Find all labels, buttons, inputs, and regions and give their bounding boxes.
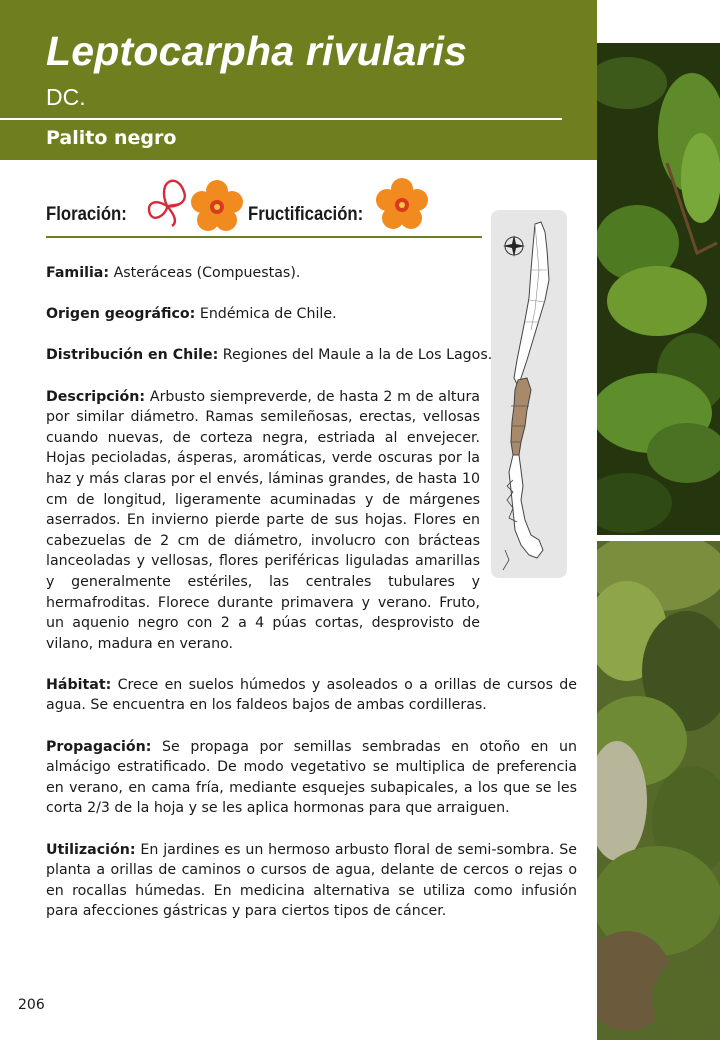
author-abbreviation: DC. bbox=[46, 84, 86, 110]
distribucion-label: Distribución en Chile: bbox=[46, 347, 219, 364]
compass-icon bbox=[503, 235, 525, 257]
common-name: Palito negro bbox=[46, 127, 177, 149]
propagacion-paragraph bbox=[46, 737, 577, 819]
origen-label: Origen geográfico: bbox=[46, 306, 196, 323]
species-header bbox=[0, 0, 597, 160]
habitat-label: Hábitat: bbox=[46, 676, 112, 693]
phenology-legend bbox=[46, 198, 486, 238]
habitat-text: Crece en suelos húmedos y asoleados o a orillas de cursos de agua. Se encuentra en los faldeos bajos de ambas cordilleras. bbox=[46, 676, 577, 714]
utilizacion-paragraph bbox=[46, 840, 577, 922]
utilizacion-label: Utilización: bbox=[46, 841, 136, 858]
origen-text: Endémica de Chile. bbox=[195, 306, 337, 323]
descripcion-label: Descripción: bbox=[46, 388, 146, 405]
distribucion-text: Regiones del Maule a la de Los Lagos. bbox=[218, 347, 493, 364]
butterfly-icon bbox=[144, 174, 190, 238]
descripcion-text: Arbusto siempreverde, de hasta 2 m de altura por similar diámetro. Ramas semileñosas, erectas, vellosas cuando nuevas, de corteza negra, estriada al envejecer. Hojas pecioladas, ásperas, aromáticas, verde oscuras por la haz y más claras por el envés, láminas grandes, de hasta 10 cm de longitud, ligeramente acuminadas y de márgenes aserrados. En invierno pierde parte de sus hojas. Flores en cabezuelas de 2 cm de diámetro, involucro con brácteas lanceoladas y vellosas, flores periféricas liguladas amarillas y generalmente estériles, las centrales tubulares y hermafroditas. Florece durante primavera y verano. Fruto, un aquenio negro con 2 a 4 púas cortas, desprovisto de vilano, madura en verano. bbox=[46, 388, 480, 652]
familia-text: Asteráceas (Compuestas). bbox=[109, 265, 301, 281]
familia-label: Familia: bbox=[46, 265, 110, 281]
fruiting-label: Fructificación: bbox=[248, 204, 364, 225]
flowering-label: Floración: bbox=[46, 204, 127, 225]
propagacion-text: Se propaga por semillas sembradas en otoño en un almácigo estratificado. De modo vegetativo se multiplica de preferencia en verano, en cama fría, mediante esquejes subapicales, a los que se les corta 2/3 de la hoja y se les aplica hormonas para que arraiguen. bbox=[46, 738, 577, 817]
habitat-paragraph bbox=[46, 675, 577, 716]
propagacion-label: Propagación: bbox=[46, 738, 152, 755]
legend-divider bbox=[46, 236, 482, 238]
orange-flower-icon bbox=[376, 178, 428, 234]
descripcion-paragraph bbox=[46, 387, 480, 655]
header-divider bbox=[0, 118, 562, 120]
utilizacion-text: En jardines es un hermoso arbusto floral de semi-sombra. Se planta a orillas de caminos o cursos de agua, delante de cercos o rejas o en rocallas húmedas. En medicina alternativa se utiliza como infusión para afecciones gástricas y para ciertos tipos de cáncer. bbox=[46, 841, 577, 920]
plant-photo-habitat bbox=[597, 541, 720, 1040]
familia-paragraph bbox=[46, 263, 577, 284]
plant-photo-leaves bbox=[597, 43, 720, 535]
scientific-name: Leptocarpha rivularis bbox=[46, 28, 468, 74]
distribucion-paragraph bbox=[46, 345, 577, 366]
page-number: 206 bbox=[18, 997, 45, 1013]
origen-paragraph bbox=[46, 304, 577, 325]
orange-flower-icon bbox=[191, 180, 243, 236]
species-description bbox=[46, 263, 577, 943]
